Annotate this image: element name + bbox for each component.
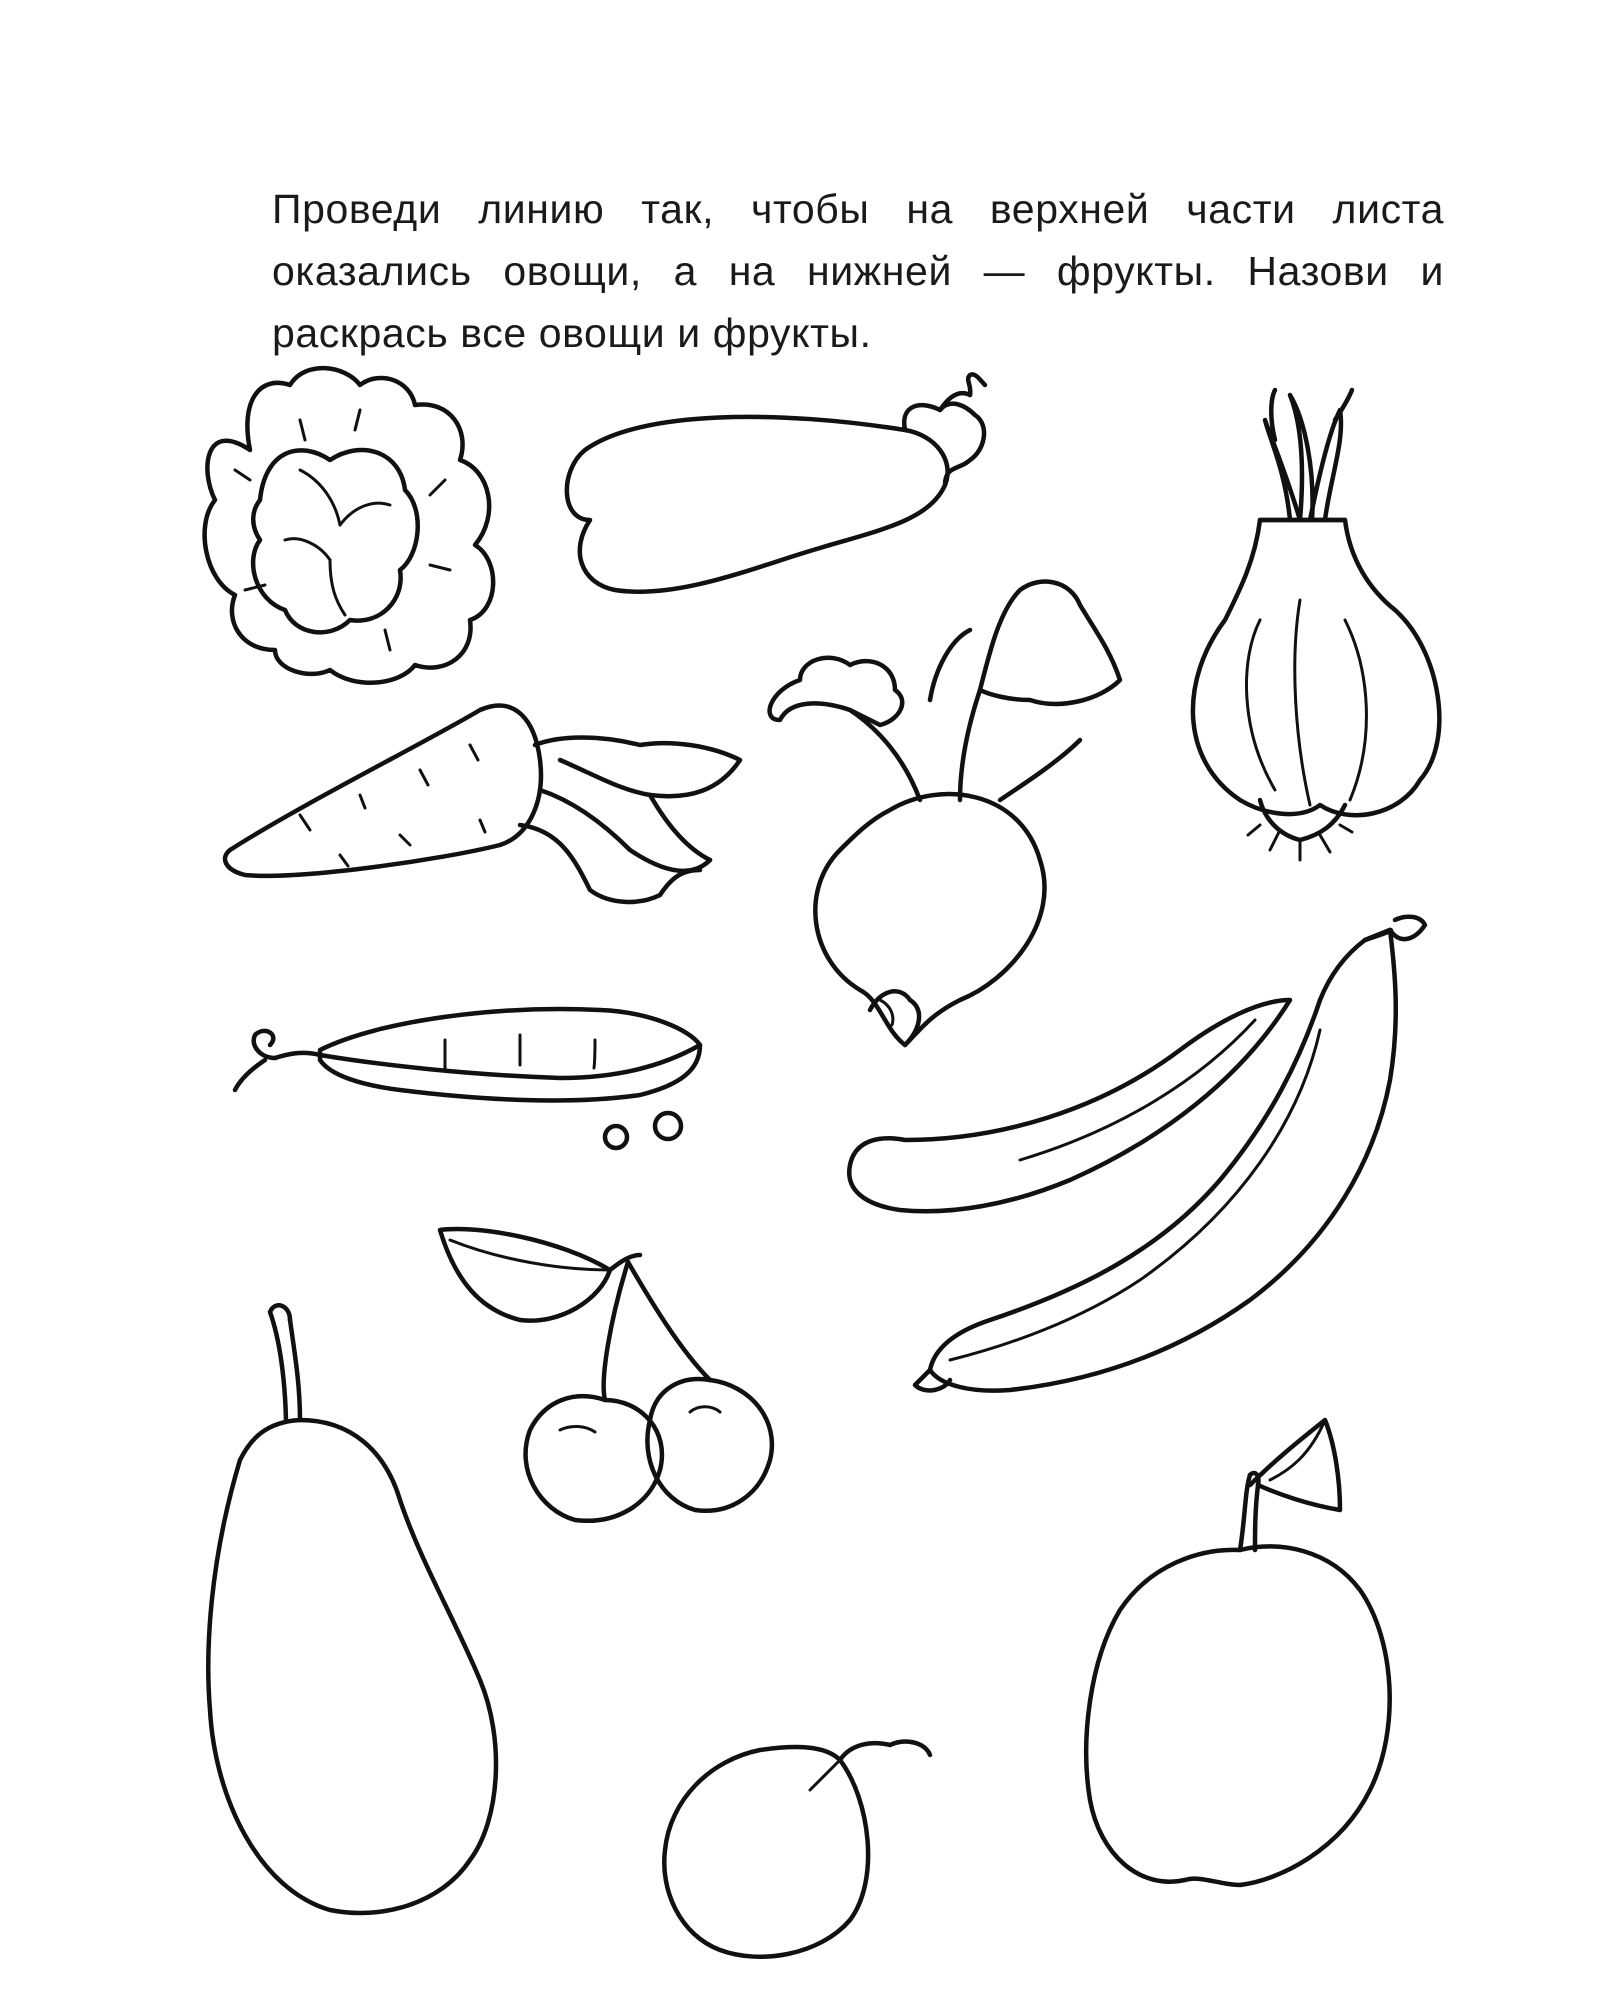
beet-icon xyxy=(770,582,1120,1045)
cabbage-icon xyxy=(205,368,494,683)
instruction-text: Проведи линию так, чтобы на верхней части листа оказались овощи, а на нижней — фрукты. Назови и раскрась все овощи и фрукты. xyxy=(272,186,1444,356)
banana-icon xyxy=(849,917,1425,1391)
garlic-icon xyxy=(1193,390,1439,860)
pea-pod-icon xyxy=(235,1009,700,1148)
apple-icon xyxy=(1086,1420,1389,1885)
pear-icon xyxy=(208,1305,496,1913)
eggplant-icon xyxy=(567,374,985,591)
plum-icon xyxy=(664,1742,930,1957)
carrot-icon xyxy=(225,706,740,902)
cherries-icon xyxy=(440,1229,772,1521)
